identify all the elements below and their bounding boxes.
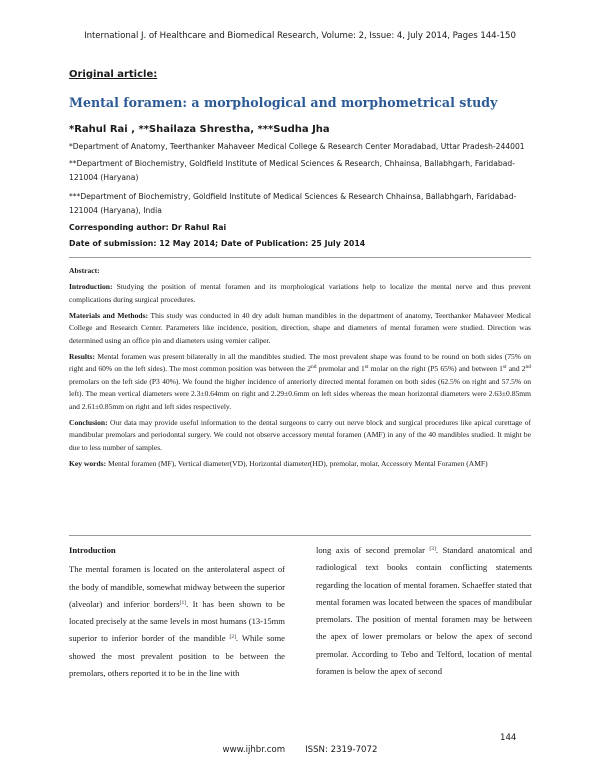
affiliation-2: **Department of Biochemistry, Goldfield Institute of Medical Sciences & Research, Chhainsa, Ballabhgarh, Faridabad-121004 (Haryana) — [69, 159, 515, 182]
article-type-label: Original article: — [69, 69, 158, 80]
intro-text-b: . It has been shown to be located precisely at the same levels in most humans (13-15mm superior to inferior border of the mandible — [69, 598, 285, 644]
intro-text-d: long axis of second premolar — [316, 545, 430, 555]
author-list: *Rahul Rai , **Shailaza Shrestha, ***Sudha Jha — [69, 124, 330, 135]
affiliation-1: *Department of Anatomy, Teerthanker Mahaveer Medical College & Research Center Moradabad, Uttar Pradesh-244001 — [69, 142, 525, 151]
affiliation-3: ***Department of Biochemistry, Goldfield Institute of Medical Sciences & Research Chhainsa, Ballabhgarh, Faridabad-121004 (Haryana), India — [69, 192, 517, 215]
corresponding-author: Corresponding author: Dr Rahul Rai — [69, 223, 227, 232]
issn-number: ISSN: 2319-7072 — [305, 745, 378, 755]
abstract-introduction-text: Studying the position of mental foramen and its morphological variations help to localize the mental nerve and thus prevent complications during surgical procedures. — [69, 282, 531, 304]
page-footer — [0, 745, 600, 755]
abstract-methods-label: Materials and Methods: — [69, 310, 149, 320]
citation-1: [1] — [179, 599, 187, 606]
article-title: Mental foramen: a morphological and morphometrical study — [69, 95, 498, 110]
results-text-c: molar on the right (P5 65%) and between 1 — [368, 364, 503, 373]
running-head: International J. of Healthcare and Biomedical Research, Volume: 2, Issue: 4, July 2014, Pages 144-150 — [84, 31, 516, 41]
results-text-e: premolars on the left side (P3 40%). We found the higher incidence of anteriorly directed mental foramen on both sides (62.5% on right and 57.5% on left). The mean vertical diameters were 2.3±0.64mm on right and 2.29±0.6mm on left sides whereas the mean horizontal diameters were 2.63±0.85mm and 2.61±0.85mm on right and left sides respectively. — [69, 376, 531, 411]
results-sup-1: nd — [310, 364, 317, 370]
journal-website: www.ijhbr.com — [222, 745, 286, 755]
abstract-conclusion — [69, 417, 531, 455]
intro-text-e: . Standard anatomical and radiological text books contain conflicting statements regarding the location of mental foramen. Schaeffer stated that mental foramen was located between the spaces of mandibular premolars. The position of mental foramen may be between the apex of lower premolars or below the apex of second premolar. According to Tebo and Telford, location of mental foramen is below the apex of second — [316, 545, 533, 677]
abstract-conclusion-label: Conclusion: — [69, 417, 108, 427]
abstract-methods — [69, 310, 531, 348]
citation-2: [2] — [229, 634, 236, 641]
abstract-introduction — [69, 281, 531, 306]
publication-dates: Date of submission: 12 May 2014; Date of Publication: 25 July 2014 — [69, 239, 366, 248]
page-number: 144 — [500, 733, 517, 743]
citation-3: [3] — [429, 546, 436, 552]
results-text-d: and 2 — [506, 364, 526, 373]
abstract-bottom-divider — [69, 535, 531, 536]
results-sup-4: nd — [525, 364, 531, 370]
body-column-right — [316, 542, 532, 680]
introduction-heading: Introduction — [69, 545, 116, 555]
abstract-block — [69, 265, 531, 474]
abstract-keywords — [69, 458, 531, 471]
results-text-b: premolar and 1 — [316, 364, 365, 373]
results-text-a: Mental foramen was present bilaterally in all the mandibles studied. The most prevalent shape was found to be round on both sides (75% on right and 60% on the left sides). The most common position was between the 2 — [69, 351, 531, 373]
abstract-methods-text: This study was conducted in 40 dry adult human mandibles in the department of anatomy, Teerthanker Mahaveer Medical College and Research Center. Parameters like incidence, position, direction, shape and diameters of mental foramen were studied. Direction was determined using an office pin and diameters using vernier caliper. — [69, 310, 531, 345]
body-column-left — [69, 542, 285, 682]
abstract-conclusion-text: Our data may provide useful information to the dental surgeons to carry out nerve block and surgical procedures like apical curettage of mandibular premolars and periodontal surgery. We could not observe accessory mental foramen (AMF) in any of the 40 mandibles studied. It might be due to less number of samples. — [69, 417, 531, 452]
results-sup-3: st — [502, 364, 507, 370]
abstract-introduction-label: Introduction: — [69, 282, 113, 291]
results-sup-2: st — [364, 364, 369, 370]
introduction-paragraph — [69, 561, 285, 682]
abstract-results-label: Results: — [69, 351, 95, 361]
intro-text-a: The mental foramen is located on the anterolateral aspect of the body of mandible, somewhat midway between the superior (alveolar) and inferior borders — [69, 564, 285, 609]
abstract-keywords-text: Mental foramen (MF), Vertical diameter(VD), Horizontal diameter(HD), premolar, molar, Accessory Mental Foramen (AMF) — [106, 458, 488, 468]
introduction-continued — [316, 542, 532, 680]
abstract-heading: Abstract: — [69, 266, 100, 275]
abstract-top-divider — [69, 257, 531, 258]
abstract-results — [69, 351, 531, 414]
intro-text-c: . While some showed the most prevalent position to be between the premolars, others reported it to be in the line with — [69, 633, 285, 679]
abstract-keywords-label: Key words: — [69, 458, 107, 468]
